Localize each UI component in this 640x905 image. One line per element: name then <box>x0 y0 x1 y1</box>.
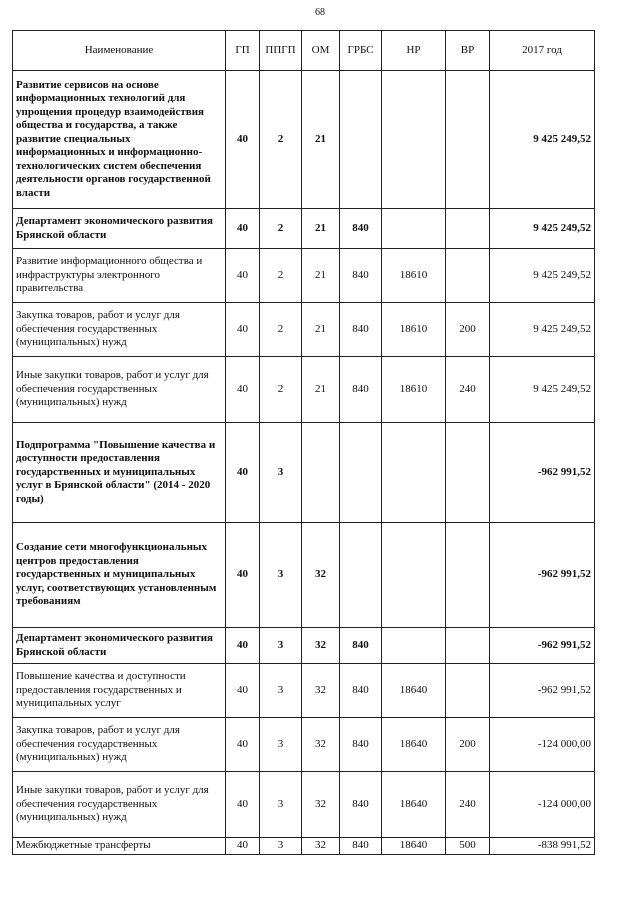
row-amount-cell: -962 991,52 <box>490 664 595 718</box>
row-name-cell: Повышение качества и доступности предоставления государственных и муниципальных услуг <box>13 664 226 718</box>
header-gp: ГП <box>226 31 260 71</box>
row-pgp-cell: 2 <box>260 249 302 303</box>
row-grbs-cell <box>340 71 382 209</box>
row-gp-cell: 40 <box>226 772 260 838</box>
table-body <box>13 71 595 855</box>
row-vr-cell: 240 <box>446 772 490 838</box>
row-grbs-cell: 840 <box>340 357 382 423</box>
row-vr-cell <box>446 664 490 718</box>
table-row <box>13 838 595 855</box>
row-grbs-cell: 840 <box>340 303 382 357</box>
table-row <box>13 718 595 772</box>
row-pgp-cell: 3 <box>260 523 302 628</box>
row-om-cell: 32 <box>302 664 340 718</box>
row-grbs-cell <box>340 523 382 628</box>
row-pgp-cell: 3 <box>260 772 302 838</box>
header-om: ОМ <box>302 31 340 71</box>
row-gp-cell: 40 <box>226 628 260 664</box>
table-row <box>13 357 595 423</box>
row-gp-cell: 40 <box>226 357 260 423</box>
row-amount-cell: 9 425 249,52 <box>490 71 595 209</box>
row-pgp-cell: 2 <box>260 71 302 209</box>
row-vr-cell <box>446 523 490 628</box>
header-pgp: ППГП <box>260 31 302 71</box>
table-row <box>13 303 595 357</box>
row-om-cell: 21 <box>302 209 340 249</box>
row-nr-cell <box>382 209 446 249</box>
row-name-cell: Иные закупки товаров, работ и услуг для обеспечения государственных (муниципальных) нужд <box>13 357 226 423</box>
row-nr-cell: 18610 <box>382 303 446 357</box>
row-gp-cell: 40 <box>226 523 260 628</box>
row-grbs-cell: 840 <box>340 249 382 303</box>
row-om-cell: 32 <box>302 838 340 855</box>
table-row <box>13 772 595 838</box>
row-vr-cell <box>446 71 490 209</box>
row-gp-cell: 40 <box>226 209 260 249</box>
row-nr-cell <box>382 523 446 628</box>
row-amount-cell: -124 000,00 <box>490 772 595 838</box>
row-name-cell: Подпрограмма "Повышение качества и доступности предоставления государственных и муниципальных услуг в Брянской области" (2014 - 2020 годы) <box>13 423 226 523</box>
row-amount-cell: 9 425 249,52 <box>490 249 595 303</box>
row-om-cell <box>302 423 340 523</box>
row-nr-cell: 18610 <box>382 357 446 423</box>
row-gp-cell: 40 <box>226 303 260 357</box>
header-name: Наименование <box>13 31 226 71</box>
row-vr-cell <box>446 209 490 249</box>
row-grbs-cell: 840 <box>340 838 382 855</box>
page-number: 68 <box>315 7 325 18</box>
row-vr-cell: 200 <box>446 718 490 772</box>
row-amount-cell: 9 425 249,52 <box>490 357 595 423</box>
row-om-cell: 32 <box>302 523 340 628</box>
table-header-row <box>13 31 595 71</box>
row-amount-cell: -962 991,52 <box>490 628 595 664</box>
row-name-cell: Развитие сервисов на основе информационных технологий для упрощения процедур взаимодействия общества и государства, а также развитие специальных информационных и информационно-технологических систем обеспечения деятельности органов государственной власти <box>13 71 226 209</box>
row-nr-cell: 18610 <box>382 249 446 303</box>
row-om-cell: 32 <box>302 718 340 772</box>
row-om-cell: 21 <box>302 71 340 209</box>
table-row <box>13 664 595 718</box>
row-amount-cell: -838 991,52 <box>490 838 595 855</box>
row-nr-cell: 18640 <box>382 664 446 718</box>
row-grbs-cell: 840 <box>340 664 382 718</box>
row-pgp-cell: 3 <box>260 628 302 664</box>
row-amount-cell: 9 425 249,52 <box>490 303 595 357</box>
row-vr-cell <box>446 423 490 523</box>
row-grbs-cell: 840 <box>340 718 382 772</box>
table-row <box>13 523 595 628</box>
row-pgp-cell: 3 <box>260 664 302 718</box>
table-row <box>13 423 595 523</box>
row-om-cell: 32 <box>302 628 340 664</box>
row-nr-cell <box>382 628 446 664</box>
row-vr-cell: 500 <box>446 838 490 855</box>
row-name-cell: Департамент экономического развития Брянской области <box>13 209 226 249</box>
row-nr-cell: 18640 <box>382 838 446 855</box>
row-name-cell: Закупка товаров, работ и услуг для обеспечения государственных (муниципальных) нужд <box>13 303 226 357</box>
table-row <box>13 209 595 249</box>
row-grbs-cell: 840 <box>340 209 382 249</box>
row-pgp-cell: 3 <box>260 718 302 772</box>
row-name-cell: Закупка товаров, работ и услуг для обеспечения государственных (муниципальных) нужд <box>13 718 226 772</box>
row-grbs-cell <box>340 423 382 523</box>
row-vr-cell: 240 <box>446 357 490 423</box>
row-pgp-cell: 3 <box>260 838 302 855</box>
row-om-cell: 21 <box>302 303 340 357</box>
row-vr-cell <box>446 249 490 303</box>
row-om-cell: 21 <box>302 249 340 303</box>
row-name-cell: Межбюджетные трансферты <box>13 838 226 855</box>
row-vr-cell: 200 <box>446 303 490 357</box>
row-grbs-cell: 840 <box>340 628 382 664</box>
row-amount-cell: 9 425 249,52 <box>490 209 595 249</box>
row-nr-cell <box>382 71 446 209</box>
row-om-cell: 21 <box>302 357 340 423</box>
row-om-cell: 32 <box>302 772 340 838</box>
header-year: 2017 год <box>490 31 595 71</box>
header-nr: НР <box>382 31 446 71</box>
table-row <box>13 628 595 664</box>
row-name-cell: Развитие информационного общества и инфраструктуры электронного правительства <box>13 249 226 303</box>
row-gp-cell: 40 <box>226 718 260 772</box>
row-name-cell: Иные закупки товаров, работ и услуг для обеспечения государственных (муниципальных) нужд <box>13 772 226 838</box>
row-gp-cell: 40 <box>226 71 260 209</box>
row-pgp-cell: 2 <box>260 303 302 357</box>
row-amount-cell: -124 000,00 <box>490 718 595 772</box>
row-pgp-cell: 2 <box>260 357 302 423</box>
row-amount-cell: -962 991,52 <box>490 523 595 628</box>
row-nr-cell: 18640 <box>382 718 446 772</box>
row-name-cell: Департамент экономического развития Брянской области <box>13 628 226 664</box>
row-gp-cell: 40 <box>226 423 260 523</box>
budget-table <box>12 30 595 855</box>
table-row <box>13 249 595 303</box>
row-gp-cell: 40 <box>226 664 260 718</box>
row-gp-cell: 40 <box>226 838 260 855</box>
row-pgp-cell: 3 <box>260 423 302 523</box>
header-vr: ВР <box>446 31 490 71</box>
row-nr-cell: 18640 <box>382 772 446 838</box>
row-pgp-cell: 2 <box>260 209 302 249</box>
row-grbs-cell: 840 <box>340 772 382 838</box>
row-amount-cell: -962 991,52 <box>490 423 595 523</box>
row-vr-cell <box>446 628 490 664</box>
row-gp-cell: 40 <box>226 249 260 303</box>
row-name-cell: Создание сети многофункциональных центров предоставления государственных и муниципальных услуг, соответствующих установленным требованиям <box>13 523 226 628</box>
header-grbs: ГРБС <box>340 31 382 71</box>
row-nr-cell <box>382 423 446 523</box>
table-row <box>13 71 595 209</box>
